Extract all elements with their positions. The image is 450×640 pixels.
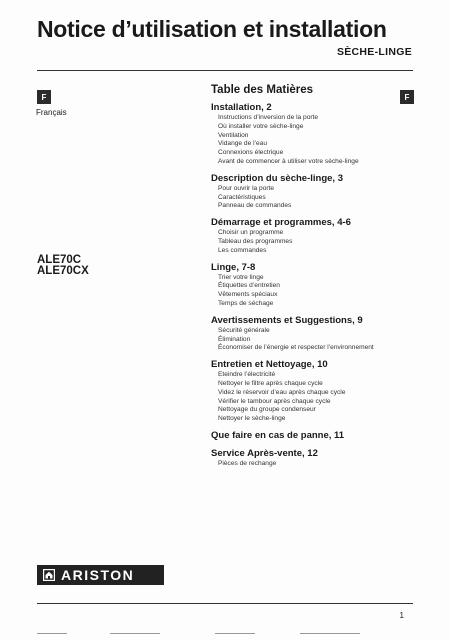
toc-section-title: Démarrage et programmes, 4-6 [211,217,351,229]
toc-item: Caractéristiques [218,193,266,201]
toc-item: Avant de commencer à utiliser votre sèche-linge [218,157,359,165]
toc-item: Pour ouvrir la porte [218,184,275,192]
toc-section-title: Que faire en cas de panne, 11 [211,429,345,441]
product-type: SÈCHE-LINGE [336,46,412,58]
toc-item: Nettoyage du groupe condenseur [218,406,316,414]
footer-mark [110,633,160,634]
toc-section [211,102,411,167]
toc-section [211,448,411,469]
toc-section-title: Service Après-vente, 12 [211,447,318,459]
toc-item: Nettoyer le sèche-linge [218,415,286,423]
toc-item: Vidange de l’eau [218,140,268,148]
toc-heading: Table des Matières [211,84,314,96]
brand-name: ARISTON [61,567,135,583]
footer-mark [300,633,360,634]
toc-item: Instructions d’inversion de la porte [218,114,319,121]
toc-item: Sécurité générale [218,326,270,334]
toc-item: Connexions électrique [218,149,284,157]
toc-item: Videz le réservoir d’eau après chaque cycle [218,388,346,396]
toc-section [211,315,411,353]
house-logo-icon [43,569,55,581]
toc-section-title: Installation, 2 [211,102,272,113]
toc-section-title: Entretien et Nettoyage, 10 [211,359,328,371]
toc-item: Trier votre linge [218,273,264,281]
toc-item: Temps de séchage [218,299,274,307]
toc-item: Étiquettes d’entretien [218,282,280,290]
footer-mark [37,633,67,634]
toc-item: Économiser de l’énergie et respecter l’environnement [218,344,374,352]
toc-section [211,430,411,442]
toc-item: Où installer votre sèche-linge [218,122,304,130]
document-title: Notice d’utilisation et installation [37,16,387,42]
footer-mark [215,633,255,634]
model-name: ALE70C [37,254,82,266]
model-list [37,255,89,277]
toc-section [211,173,411,211]
toc-section [211,359,411,424]
toc-section-title: Avertissements et Suggestions, 9 [211,314,363,326]
language-badge-right: F [400,90,414,104]
toc-item: Eteindre l’électricité [218,371,276,379]
language-badge: F [37,90,51,104]
toc-item: Tableau des programmes [218,237,293,245]
toc-section-title: Description du sèche-linge, 3 [211,172,343,184]
language-label: Français [36,108,67,117]
toc-item: Pièces de rechange [218,459,277,467]
table-of-contents [211,102,411,475]
model-name: ALE70CX [37,265,89,277]
toc-section [211,217,411,255]
bottom-rule [37,603,413,604]
toc-item: Nettoyer le filtre après chaque cycle [218,379,323,387]
page-number: 1 [399,611,404,620]
toc-item: Panneau de commandes [218,202,292,210]
ariston-logo [37,565,164,585]
toc-item: Ventilation [218,131,249,139]
toc-item: Les commandes [218,246,267,254]
toc-item: Vérifier le tambour après chaque cycle [218,397,331,405]
toc-section-title: Linge, 7-8 [211,261,256,273]
top-rule [37,70,413,71]
toc-item: Élimination [218,335,251,343]
toc-item: Choisir un programme [218,229,284,237]
toc-item: Vêtements spéciaux [218,291,278,299]
toc-section [211,262,411,309]
